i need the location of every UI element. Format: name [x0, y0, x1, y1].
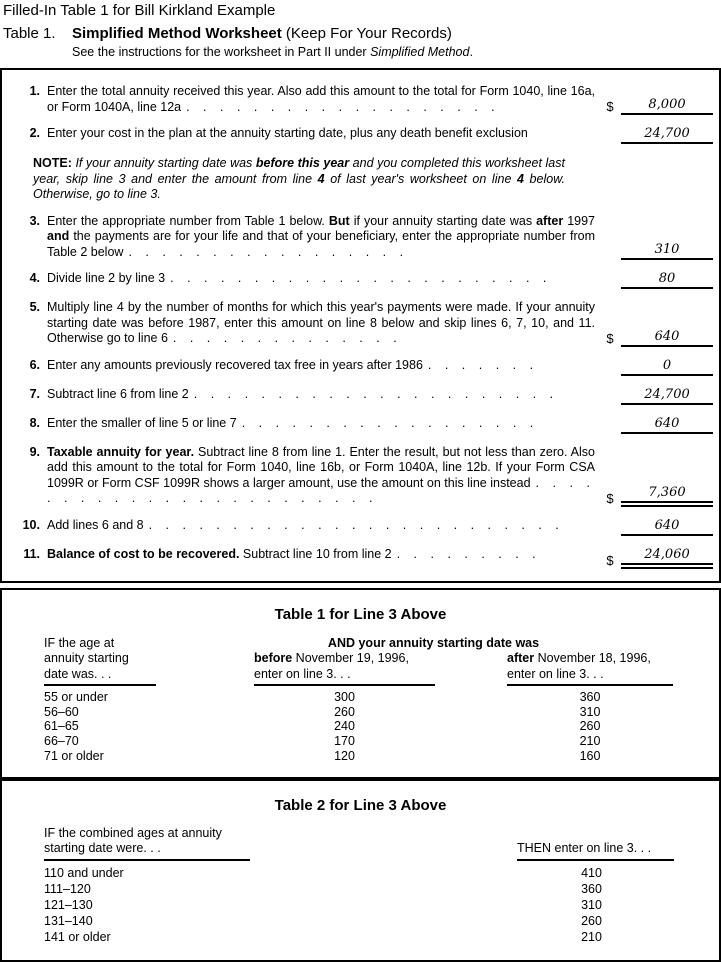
- entered-value: 640: [621, 416, 713, 434]
- worksheet-subtitle: [0, 42, 721, 59]
- line-number: 8.: [29, 415, 40, 430]
- before-line2: enter on line 3. . .: [254, 666, 351, 681]
- text-segment: Enter the appropriate number from Table 1 below.: [47, 213, 329, 228]
- entered-value: 7,360: [621, 485, 713, 507]
- entered-value: 8,000: [621, 97, 713, 115]
- dot-leader: . . . . . . . . . . . . . .: [172, 331, 402, 345]
- combined-ages: 111–120: [44, 881, 91, 896]
- worksheet-title-suffix: (Keep For Your Records): [281, 25, 452, 42]
- amount-cell: [599, 485, 719, 507]
- table2-title: Table 2 for Line 3 Above: [274, 796, 447, 814]
- age-range: 55 or under: [44, 690, 108, 704]
- dollar-sign: $: [606, 99, 614, 114]
- age-range: 56–60: [44, 704, 79, 719]
- note-segment: below. Otherwise, go to line 3.: [33, 171, 565, 201]
- dot-leader: . . . . . . . . .: [396, 546, 541, 561]
- age-range: 71 or older: [44, 748, 104, 763]
- table2-rows: [2, 865, 719, 946]
- line-text: [47, 126, 599, 144]
- amount-cell: [599, 329, 719, 347]
- entered-value: 310: [621, 242, 713, 260]
- dollar-sign: [599, 375, 621, 376]
- before-value: 260: [334, 704, 355, 719]
- before-rest: November 19, 1996,: [292, 651, 409, 665]
- before-value: 170: [334, 734, 355, 749]
- table1-title: Table 1 for Line 3 Above: [274, 605, 447, 623]
- note-segment: and you completed this worksheet last year, skip line 3 and enter the amount from line: [33, 156, 565, 186]
- table1-rows: [2, 690, 719, 764]
- line3-value: 260: [581, 914, 602, 929]
- after-bold: after: [507, 651, 535, 665]
- before-bold: before: [254, 651, 293, 665]
- text-segment: Taxable annuity for year.: [47, 444, 198, 459]
- table1-after-header: [507, 651, 673, 686]
- table1-row: [2, 705, 719, 720]
- amount-cell: [599, 518, 719, 536]
- table1-row: [2, 749, 719, 764]
- table2-row: [2, 913, 719, 929]
- text-segment: Add lines 6 and 8: [47, 517, 144, 532]
- worksheet-line-3: [2, 214, 719, 261]
- dot-leader: . . . . . . . . . . . . . . . . .: [128, 244, 409, 259]
- text-segment: Multiply line 4 by the number of months for which this year's payments were made. If your annuity starting date was before 1987, enter this amount on line 8 below and skip lines 6, 7, 10, and 11. Otherwise go to line 6: [47, 300, 595, 345]
- page-title: Filled-In Table 1 for Bill Kirkland Example: [3, 2, 276, 19]
- line-number: 4.: [29, 271, 40, 285]
- dollar-sign: $: [606, 330, 614, 346]
- table1-row: [2, 734, 719, 749]
- dollar-sign: $: [606, 552, 614, 568]
- amount-cell: [599, 126, 719, 144]
- table1-span-header-region: [254, 636, 673, 687]
- line-number: 11.: [23, 546, 40, 561]
- table2-row: [2, 881, 719, 897]
- subtitle-period: .: [469, 45, 473, 59]
- t2-col1-line2: starting date were. . .: [44, 841, 161, 856]
- line-number: 2.: [29, 126, 40, 140]
- line-text: [47, 547, 599, 569]
- amount-cell: [599, 547, 719, 569]
- worksheet-line-5: [2, 300, 719, 347]
- dot-leader: . . . . . . . . . . . . . . . . . . . . . . .: [170, 271, 552, 285]
- dollar-sign: [599, 259, 621, 260]
- col1-header-line1: IF the age at: [44, 635, 115, 650]
- note-segment: If your annuity starting date was: [75, 156, 256, 170]
- worksheet-line-10: [2, 518, 719, 536]
- table2-col2-header: THEN enter on line 3. . .: [517, 841, 674, 861]
- before-value: 300: [334, 690, 355, 704]
- after-rest: November 18, 1996,: [534, 651, 651, 665]
- after-value: 310: [579, 704, 601, 719]
- line3-value: 360: [581, 881, 602, 896]
- before-value: 120: [334, 748, 355, 763]
- worksheet-line-4: [2, 271, 719, 289]
- subtitle-text: See the instructions for the worksheet in Part II under: [72, 45, 371, 59]
- text-segment: and: [47, 229, 70, 243]
- after-line2: enter on line 3. . .: [507, 666, 604, 681]
- dollar-sign: [599, 535, 621, 536]
- table2-col1-header: [44, 826, 250, 861]
- note-segment: 4: [317, 171, 325, 186]
- text-segment: Enter your cost in the plan at the annuity starting date, plus any death benefit exclusion: [47, 126, 528, 140]
- after-value: 160: [579, 748, 601, 763]
- line-number: 6.: [29, 357, 40, 372]
- entered-value: 640: [621, 329, 713, 347]
- dot-leader: . . . . . . . . . . . . . . . . . . . . . . . . .: [148, 517, 564, 532]
- note-segment: 4: [517, 171, 524, 186]
- entered-value: 24,700: [621, 126, 713, 144]
- line-text: [47, 84, 599, 115]
- amount-cell: [599, 242, 719, 260]
- dot-leader: . . . . . . . . . . . . . . . . . . . . . .: [193, 386, 559, 401]
- amount-cell: [599, 387, 719, 405]
- combined-ages: 121–130: [44, 897, 93, 912]
- text-segment: Balance of cost to be recovered.: [47, 546, 243, 561]
- combined-ages: 131–140: [44, 914, 93, 929]
- amount-cell: [599, 97, 719, 115]
- dollar-sign: [599, 404, 621, 405]
- worksheet-note: [33, 156, 565, 203]
- line3-value: 210: [581, 930, 602, 945]
- line-text: [47, 214, 599, 261]
- tables-divider: [2, 777, 719, 781]
- table1-col1-header: [44, 636, 156, 687]
- dot-leader: . . . . . . . . . . . . . . . . . .: [241, 415, 539, 430]
- text-segment: Enter any amounts previously recovered tax free in years after 1986: [47, 357, 423, 372]
- age-range: 61–65: [44, 719, 79, 734]
- combined-ages: 110 and under: [44, 865, 124, 880]
- table1-row: [2, 690, 719, 705]
- line-text: [47, 416, 599, 434]
- amount-cell: [599, 416, 719, 434]
- after-value: 260: [579, 719, 601, 734]
- worksheet-title: Simplified Method Worksheet: [72, 25, 282, 42]
- tables-box: [0, 588, 721, 962]
- table2-row: [2, 865, 719, 881]
- dot-leader: . . . . . . . . . . . . . . . . . . . . . . . .: [47, 475, 595, 505]
- line-number: 7.: [29, 386, 40, 401]
- table1-span-header: AND your annuity starting date was: [327, 635, 540, 650]
- after-value: 210: [579, 734, 601, 749]
- table2-row: [2, 897, 719, 913]
- text-segment: after: [536, 213, 564, 228]
- line-text: [47, 518, 599, 536]
- text-segment: Divide line 2 by line 3: [47, 271, 166, 285]
- text-segment: Subtract line 6 from line 2: [47, 386, 189, 401]
- entered-value: 0: [621, 358, 713, 376]
- entered-value: 24,060: [621, 547, 713, 569]
- table-title-row: [0, 19, 721, 42]
- line-number: 1.: [29, 84, 40, 98]
- amount-cell: [599, 271, 719, 289]
- dollar-sign: [599, 143, 621, 144]
- dollar-sign: $: [606, 490, 614, 506]
- t2-col1-line1: IF the combined ages at annuity: [44, 825, 222, 840]
- line3-value: 310: [581, 897, 602, 912]
- entered-value: 80: [621, 271, 713, 289]
- text-segment: if your annuity starting date was: [349, 213, 537, 228]
- line-text: [47, 271, 599, 289]
- before-value: 240: [334, 719, 355, 734]
- worksheet-line-8: [2, 416, 719, 434]
- worksheet-line-6: [2, 358, 719, 376]
- table1-row: [2, 719, 719, 734]
- combined-ages: 141 or older: [44, 930, 111, 945]
- worksheet-lines: [2, 84, 719, 569]
- table1-header: [2, 636, 719, 687]
- dollar-sign: [599, 288, 621, 289]
- col1-header-line3: date was. . .: [44, 666, 112, 681]
- text-segment: 1997: [563, 213, 596, 228]
- text-segment: Enter the total annuity received this year. Also add this amount to the total for Form 1040, line 16a, or Form 1040A, line 12a: [47, 84, 595, 114]
- table1-before-header: [254, 651, 435, 686]
- text-segment: Subtract line 8 from line 1. Enter the result, but not less than zero. Also add this amount to the total for Form 1040, line 16b, or Form 1040A, line 12b. If your Form CSA 1099R or Form CSF 1099R shows a larger amount, use the amount on this line instead: [47, 444, 595, 490]
- dot-leader: . . . . . . . . . . . . . . . . . . .: [186, 99, 500, 114]
- col1-header-line2: annuity starting: [44, 651, 129, 665]
- line-text: [47, 300, 599, 347]
- text-segment: the payments are for your life and that of your beneficiary, enter the appropriate number from Table 2 below: [47, 229, 595, 259]
- dot-leader: . . . . . . .: [427, 357, 539, 372]
- note-segment: of last year's worksheet on line: [324, 171, 517, 186]
- line-text: [47, 358, 599, 376]
- amount-cell: [599, 358, 719, 376]
- worksheet-line-7: [2, 387, 719, 405]
- line-number: 5.: [29, 300, 40, 314]
- worksheet-line-9: [2, 445, 719, 507]
- dollar-sign: [599, 433, 621, 434]
- line-number: 3.: [29, 213, 40, 228]
- note-segment: NOTE:: [33, 156, 76, 170]
- line-number: 9.: [29, 444, 40, 459]
- line-text: [47, 387, 599, 405]
- after-value: 360: [579, 690, 601, 704]
- line-text: [47, 445, 599, 507]
- table2-header: [2, 826, 719, 861]
- simplified-method-worksheet-box: [0, 68, 721, 583]
- subtitle-italic: Simplified Method: [370, 45, 470, 59]
- worksheet-line-2: [2, 126, 719, 144]
- note-segment: before this year: [255, 156, 350, 170]
- text-segment: Subtract line 10 from line 2: [242, 546, 392, 561]
- line3-value: 410: [581, 865, 602, 880]
- text-segment: Enter the smaller of line 5 or line 7: [47, 415, 237, 430]
- worksheet-line-11: [2, 547, 719, 569]
- table2-row: [2, 929, 719, 945]
- text-segment: But: [328, 213, 350, 228]
- entered-value: 640: [621, 518, 713, 536]
- worksheet-line-1: [2, 84, 719, 115]
- line-number: 10.: [22, 517, 40, 532]
- age-range: 66–70: [44, 734, 79, 749]
- table-label: Table 1.: [3, 25, 56, 42]
- entered-value: 24,700: [621, 387, 713, 405]
